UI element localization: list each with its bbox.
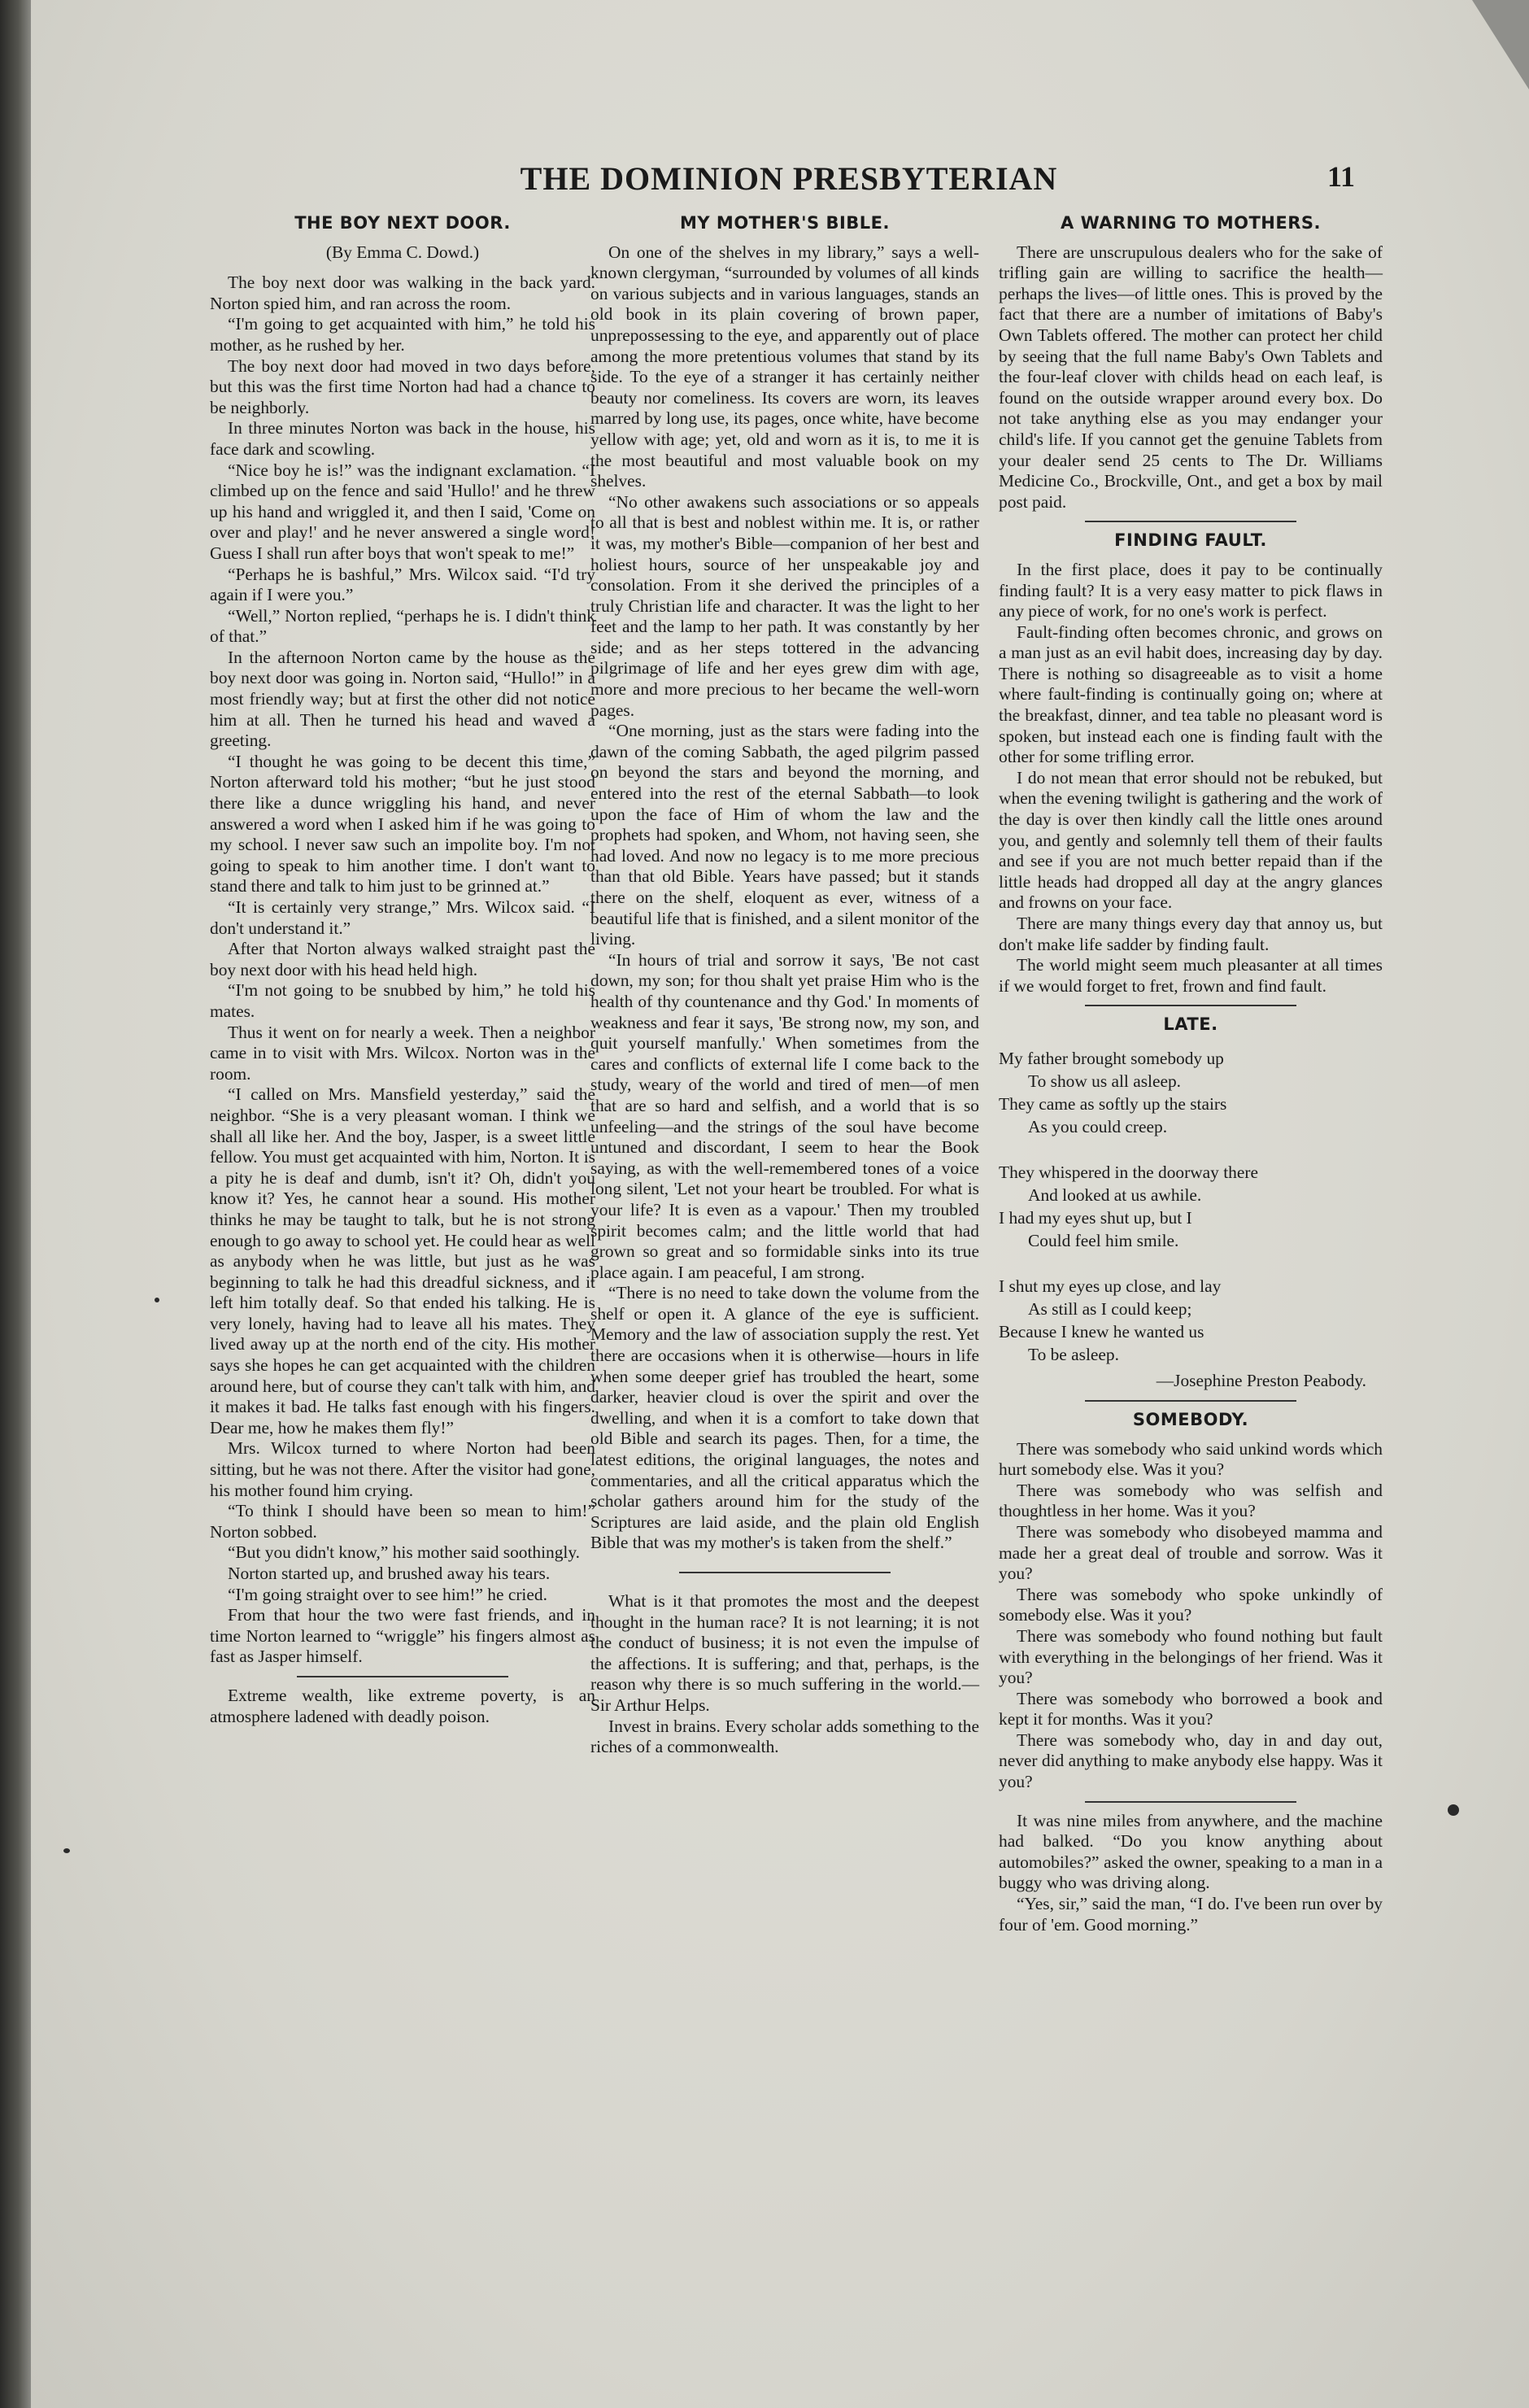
paragraph: On one of the shelves in my library,” says a well-known clergyman, “surrounded by volumes of all kinds on various subjects and in various languages, stands an old book in its plain covering of brown paper, unprepossessing to the eye, and apparently out of place among the more pretentious volumes that stand by its side. To the eye of a stranger it has certainly neither beauty nor comeliness. Its covers are worn, its leaves marred by long use, its pages, once white, have become yellow with age; yet, old and worn as it is, to me it is the most beautiful and most valuable book on my shelves. <box>590 242 979 491</box>
poem-heading-late: LATE. <box>1163 1014 1218 1035</box>
paragraph: “Nice boy he is!” was the indignant exclamation. “I climbed up on the fence and said 'Hullo!' and he threw up his hand and wriggled it, and then I said, 'Come on over and play!' and he never answered a single word! Guess I shall run after boys that won't speak to me!” <box>210 460 595 563</box>
poem-late <box>999 1047 1383 1392</box>
page-corner-fold <box>1472 0 1529 89</box>
section-divider <box>679 1572 891 1573</box>
warning-text: There are unscrupulous dealers who for the sake of trifling gain are willing to sacrifice the health—perhaps the lives—of little ones. This is proved by the fact that there are a number of imitations of Baby's Own Tablets offered. The mother can protect her child by seeing that the full name Baby's Own Tablets and the four-leaf clover with childs head on each leaf, is found on the outside wrapper around every box. Do not take anything else as you may endanger your child's life. If you cannot get the genuine Tablets from your dealer send 25 cents to The Dr. Williams Medicine Co., Brockville, Ont., and get a box by mail post paid. <box>999 242 1383 512</box>
paragraph: I do not mean that error should not be rebuked, but when the evening twilight is gathering and the work of the day is over then kindly call the little ones around you, and gently and solemnly tell them of their faults and see if you are not much better repaid than if the little heads had dropped all day at the angry glances and frowns on your face. <box>999 767 1383 913</box>
poem-line: And looked at us awhile. <box>1028 1184 1202 1205</box>
paragraph: In three minutes Norton was back in the house, his face dark and scowling. <box>210 418 595 459</box>
poem-line: To show us all asleep. <box>1028 1071 1182 1091</box>
column-1 <box>210 213 595 1727</box>
paragraph: There was somebody who borrowed a book and kept it for months. Was it you? <box>999 1688 1383 1730</box>
paragraph: Thus it went on for nearly a week. Then a neighbor came in to visit with Mrs. Wilcox. Norton was in the room. <box>210 1022 595 1084</box>
paragraph: There was somebody who said unkind words which hurt somebody else. Was it you? <box>999 1438 1383 1480</box>
section-divider <box>1085 1801 1296 1803</box>
section-divider <box>1085 1005 1296 1006</box>
article-heading-warning: A WARNING TO MOTHERS. <box>1061 213 1321 233</box>
paragraph: The boy next door had moved in two days before, but this was the first time Norton had had a chance to be neighborly. <box>210 356 595 417</box>
poem-line: As you could creep. <box>1028 1116 1168 1136</box>
column-2 <box>590 213 979 1758</box>
paragraph: There was somebody who disobeyed mamma and made her a great deal of trouble and sorrow. Was it you? <box>999 1521 1383 1584</box>
paragraph: “In hours of trial and sorrow it says, 'Be not cast down, my son; for thou shalt yet praise Him who is the health of thy countenance and thy God.' In moments of weakness and fear it says, 'Be strong now, my son, and quit yourself manfully.' When sometimes from the cares and conflicts of external life I come back to the study, weary of the world and tired of men—of men that are so hard and selfish, and a world that is so unfeeling—and the strings of the soul have become untuned and discordant, I seem to hear the Book saying, as with the well-remembered tones of a voice long silent, 'Let not your heart be troubled. For what is your life? It is even as a vapour.' Then my troubled spirit becomes calm; and the little world that had grown so great and so formidable sinks into its true place again. I am peaceful, I am strong. <box>590 949 979 1282</box>
poem-line: They came as softly up the stairs <box>999 1093 1227 1114</box>
book-binding-edge <box>0 0 31 2408</box>
paragraph: From that hour the two were fast friends, and in time Norton learned to “wriggle” his fingers almost as fast as Jasper himself. <box>210 1605 595 1667</box>
paragraph: Mrs. Wilcox turned to where Norton had been sitting, but he was not there. After the visitor had gone, his mother found him crying. <box>210 1438 595 1500</box>
poem-author: —Josephine Preston Peabody. <box>1156 1370 1366 1390</box>
paragraph: Norton started up, and brushed away his tears. <box>228 1564 551 1583</box>
paragraph: It was nine miles from anywhere, and the machine had balked. “Do you know anything about automobiles?” asked the owner, speaking to a man in a buggy who was driving along. <box>999 1810 1383 1893</box>
poem-line: My father brought somebody up <box>999 1048 1224 1068</box>
article-heading-somebody: SOMEBODY. <box>1132 1409 1249 1429</box>
poem-line: I had my eyes shut up, but I <box>999 1207 1192 1228</box>
scan-speck <box>155 1298 159 1302</box>
paragraph: “I called on Mrs. Mansfield yesterday,” said the neighbor. “She is a very pleasant woman. I think we shall all like her. And the boy, Jasper, is a sweet little fellow. You must get acquainted with him, Norton. It is a pity he is deaf and dumb, isn't it? Oh, didn't you know it? Yes, he cannot hear a sound. His mother thinks he may be taught to talk, but he is not strong enough to go away to school yet. He could hear as well as anybody when he was little, but just as he was beginning to talk he had this dreadful sickness, and it left him totally deaf. So that ended his talking. He is very lonely, having had to leave all his mates. They lived away up at the north end of the city. His mother says she hopes he can get acquainted with the children around here, but of course they can't talk with him, and it makes it bad. He talks fast enough with his fingers. Dear me, how he makes them fly!” <box>210 1084 595 1437</box>
masthead-title: THE DOMINION PRESBYTERIAN <box>520 160 1058 197</box>
brains-note: Invest in brains. Every scholar adds something to the riches of a commonwealth. <box>590 1716 979 1757</box>
article-heading-mothers-bible: MY MOTHER'S BIBLE. <box>680 213 890 233</box>
footnote-wealth: Extreme wealth, like extreme poverty, is an atmosphere ladened with deadly poison. <box>210 1685 595 1726</box>
column-3 <box>999 213 1383 1935</box>
paragraph: After that Norton always walked straight past the boy next door with his head held high. <box>210 939 595 979</box>
article-byline: (By Emma C. Dowd.) <box>325 242 480 262</box>
paragraph: In the afternoon Norton came by the house as the boy next door was going in. Norton said, “Hullo!” in a most friendly way; but at first the other did not notice him at all. Then he turned his head and waved a greeting. <box>210 647 595 751</box>
paragraph: “I'm going to get acquainted with him,” he told his mother, as he rushed by her. <box>210 314 595 355</box>
paragraph: “Perhaps he is bashful,” Mrs. Wilcox said. “I'd try again if I were you.” <box>210 564 595 605</box>
paragraph: “One morning, just as the stars were fading into the dawn of the coming Sabbath, the aged pilgrim passed on beyond the stars and beyond the morning, and entered into the rest of the eternal Sabbath—to look upon the face of Him of whom the law and the prophets had spoken, and Whom, not having seen, she had loved. And now no legacy is to me more precious than that old Bible. Years have passed; but it stands there on the shelf, eloquent as ever, witness of a beautiful life that is finished, and a silent monitor of the living. <box>590 721 979 949</box>
paragraph: There was somebody who was selfish and thoughtless in her home. Was it you? <box>999 1480 1383 1521</box>
paragraph: “No other awakens such associations or so appeals to all that is best and noblest within me. It is, or rather it was, my mother's Bible—companion of her best and holiest hours, source of her unspeakable joy and consolation. From it she derived the principles of a truly Christian life and character. It was the light to her feet and the lamp to her path. It was constantly by her side; and as her steps tottered in the advancing pilgrimage of life and her eyes grew dim with age, more and more precious to her became the well-worn pages. <box>590 491 979 720</box>
section-divider <box>1085 1400 1296 1402</box>
paragraph: The boy next door was walking in the back yard. Norton spied him, and ran across the room. <box>210 273 595 313</box>
paragraph: The world might seem much pleasanter at all times if we would forget to fret, frown and find fault. <box>999 955 1383 996</box>
section-divider <box>297 1676 508 1677</box>
paragraph: “To think I should have been so mean to him!” Norton sobbed. <box>210 1501 595 1542</box>
scan-speck <box>63 1848 70 1853</box>
paragraph: “There is no need to take down the volume from the shelf or open it. A glance of the eye is sufficient. Memory and the law of association supply the rest. Yet there are occasions when it is otherwise—hours in life when some deeper grief has troubled the heart, some darker, heavier cloud is over the spirit and over the dwelling, and when it is a comfort to take down that old Bible and search its pages. Then, for a time, the latest editions, the original languages, the notes and commentaries, and all the critical apparatus which the scholar gathers around him for the study of the Scriptures are laid aside, and the plain old English Bible that was my mother's is taken from the shelf.” <box>590 1283 979 1553</box>
paragraph: There was somebody who spoke unkindly of somebody else. Was it you? <box>999 1584 1383 1625</box>
paragraph: “Yes, sir,” said the man, “I do. I've been run over by four of 'em. Good morning.” <box>999 1894 1383 1935</box>
paragraph: “It is certainly very strange,” Mrs. Wilcox said. “I don't understand it.” <box>210 897 595 938</box>
poem-stanza <box>999 1047 1383 1138</box>
poem-line: To be asleep. <box>1028 1344 1119 1364</box>
helps-quote: What is it that promotes the most and the deepest thought in the human race? It is not learning; it is not the conduct of business; it is not even the impulse of the affections. It is suffering; and that, perhaps, is the reason why there is so much suffering in the world.—Sir Arthur Helps. <box>590 1591 979 1715</box>
paragraph: “I'm going straight over to see him!” he cried. <box>228 1584 547 1604</box>
poem-line: They whispered in the doorway there <box>999 1162 1258 1182</box>
page-number: 11 <box>1327 160 1356 193</box>
poem-line: Because I knew he wanted us <box>999 1321 1204 1341</box>
paragraph: There was somebody who, day in and day out, never did anything to make anybody else happy. Was it you? <box>999 1730 1383 1792</box>
poem-stanza <box>999 1275 1383 1366</box>
paragraph: Fault-finding often becomes chronic, and grows on a man just as an evil habit does, increasing day by day. There is nothing so disagreeable as to visit a home where fault-finding is continually going on; where at the breakfast, dinner, and tea table no pleasant word is spoken, but instead each one is finding fault with the other for some trifling error. <box>999 622 1383 767</box>
poem-line: As still as I could keep; <box>1028 1298 1192 1319</box>
section-divider <box>1085 521 1296 522</box>
paragraph: “But you didn't know,” his mother said soothingly. <box>228 1542 581 1563</box>
poem-line: I shut my eyes up close, and lay <box>999 1276 1222 1296</box>
paragraph: “I'm not going to be snubbed by him,” he told his mates. <box>210 980 595 1021</box>
paragraph: “I thought he was going to be decent this time,” Norton afterward told his mother; “but he just stood there like a dunce wriggling his hand, and never answered a word when I asked him if he was going to my school. I never saw such an impolite boy. I'm not going to speak to him another time. I don't want to stand there and talk to him just to be grinned at.” <box>210 751 595 896</box>
paragraph: There was somebody who found nothing but fault with everything in the belongings of her friend. Was it you? <box>999 1625 1383 1688</box>
paragraph: In the first place, does it pay to be continually finding fault? It is a very easy matter to pick flaws in any piece of work, for no one's work is perfect. <box>999 559 1383 622</box>
article-heading-boy-next-door: THE BOY NEXT DOOR. <box>294 213 511 233</box>
paragraph: “Well,” Norton replied, “perhaps he is. I didn't think of that.” <box>210 605 595 647</box>
poem-line: Could feel him smile. <box>1028 1230 1179 1250</box>
poem-stanza <box>999 1161 1383 1252</box>
scan-speck <box>1448 1804 1459 1816</box>
paragraph: There are many things every day that annoy us, but don't make life sadder by finding fault. <box>999 914 1383 954</box>
article-heading-finding-fault: FINDING FAULT. <box>1114 530 1267 551</box>
